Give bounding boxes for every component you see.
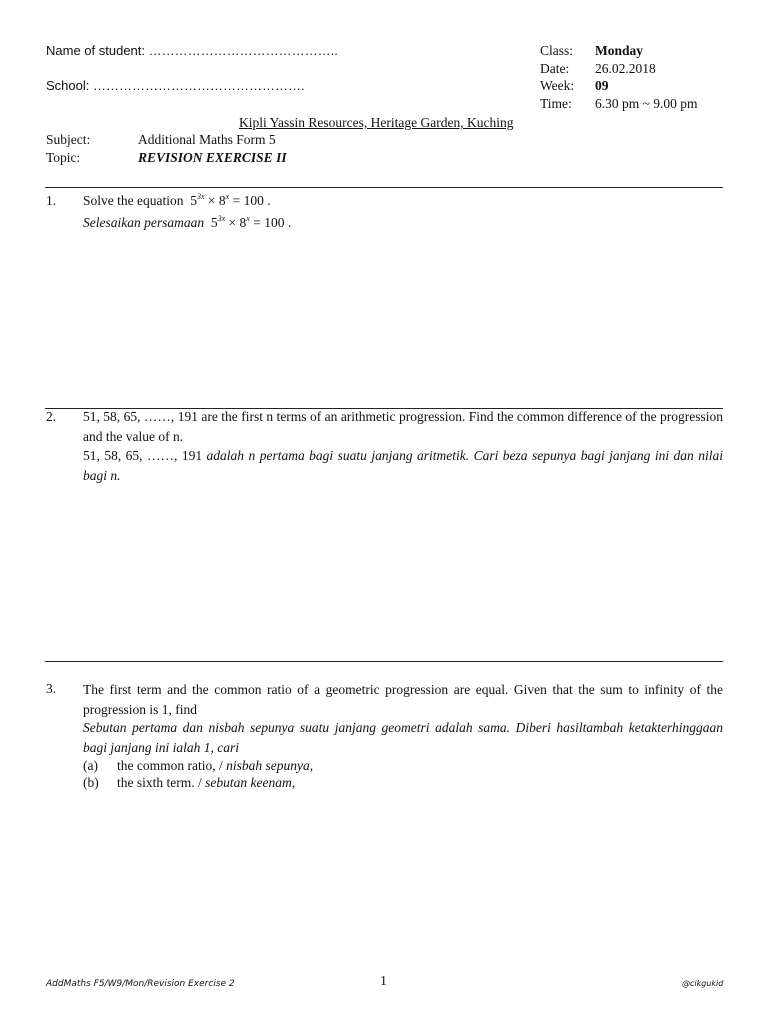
question-1-equation: $5^{3x} \times 8^x = 100$ . (190, 192, 271, 208)
student-name-label: Name of student: (46, 43, 145, 58)
date-label: Date: (540, 61, 570, 76)
question-3-part-b (117, 775, 295, 791)
question-3-malay: Sebutan pertama dan nisbah sepunya suatu janjang geometri adalah sama. Diberi hasiltambah ketakterhinggaan bagi janjang ini ialah 1, cari (83, 720, 723, 755)
footer-left: AddMaths F5/W9/Mon/Revision Exercise 2 (46, 979, 235, 989)
question-3-part-b-label: (b) (83, 775, 99, 790)
question-1-ms-prefix: Selesaikan persamaan (83, 215, 205, 230)
time-label: Time: (540, 96, 572, 111)
class-label: Class: (540, 43, 574, 58)
footer-right: @cikgukid (682, 979, 724, 988)
question-1-english (83, 193, 271, 209)
week-value: 09 (595, 78, 609, 93)
class-value: Monday (595, 43, 644, 58)
school-label: School: (46, 78, 90, 93)
question-1-en-prefix: Solve the equation (83, 193, 184, 208)
question-3-english: The first term and the common ratio of a geometric progression are equal. Given that the sum to infinity of the progression is 1, find (83, 682, 723, 717)
question-3-part-b-en: the sixth term. / (117, 775, 202, 790)
question-2-en-text: are the first n terms of an arithmetic progression. Find the common difference of the progression and the value of n. (83, 409, 724, 444)
question-1-malay (83, 215, 291, 231)
question-3-part-a-label: (a) (83, 758, 98, 773)
subject-label: Subject: (46, 132, 91, 147)
topic-value: REVISION EXERCISE II (138, 150, 287, 165)
centre-title: Kipli Yassin Resources, Heritage Garden, Kuching (239, 115, 514, 130)
question-2-number: 2. (46, 409, 57, 424)
school-field (46, 78, 305, 93)
question-2-sequence-ms: 51, 58, 65, ……, 191 (83, 448, 203, 463)
student-name-dots: …………………………………….. (148, 43, 338, 58)
question-1-equation-ms: $5^{3x} \times 8^x = 100$ . (210, 214, 292, 230)
question-2-ms-text: adalah n pertama bagi suatu janjang aritmetik. Cari beza sepunya bagi janjang ini dan nilai bagi n. (83, 448, 724, 483)
question-3-number: 3. (46, 681, 57, 696)
question-3-part-a-en: the common ratio, / (117, 758, 223, 773)
page-number: 1 (380, 974, 387, 989)
question-3-part-b-ms: sebutan keenam, (205, 775, 296, 790)
subject-value: Additional Maths Form 5 (138, 132, 276, 147)
divider (45, 661, 723, 662)
question-2-malay (83, 446, 723, 485)
question-1-number: 1. (46, 193, 57, 208)
question-2-english (83, 407, 723, 446)
question-3-part-a-ms: nisbah sepunya, (226, 758, 314, 773)
topic-label: Topic: (46, 150, 81, 165)
date-value: 26.02.2018 (595, 61, 656, 76)
question-3-part-a (117, 758, 313, 774)
school-dots: …………………………………………. (93, 78, 305, 93)
student-name-field (46, 43, 338, 58)
time-value: 6.30 pm ~ 9.00 pm (595, 96, 698, 111)
question-2-sequence: 51, 58, 65, ……, 191 (83, 409, 198, 424)
divider (45, 187, 723, 188)
week-label: Week: (540, 78, 575, 93)
